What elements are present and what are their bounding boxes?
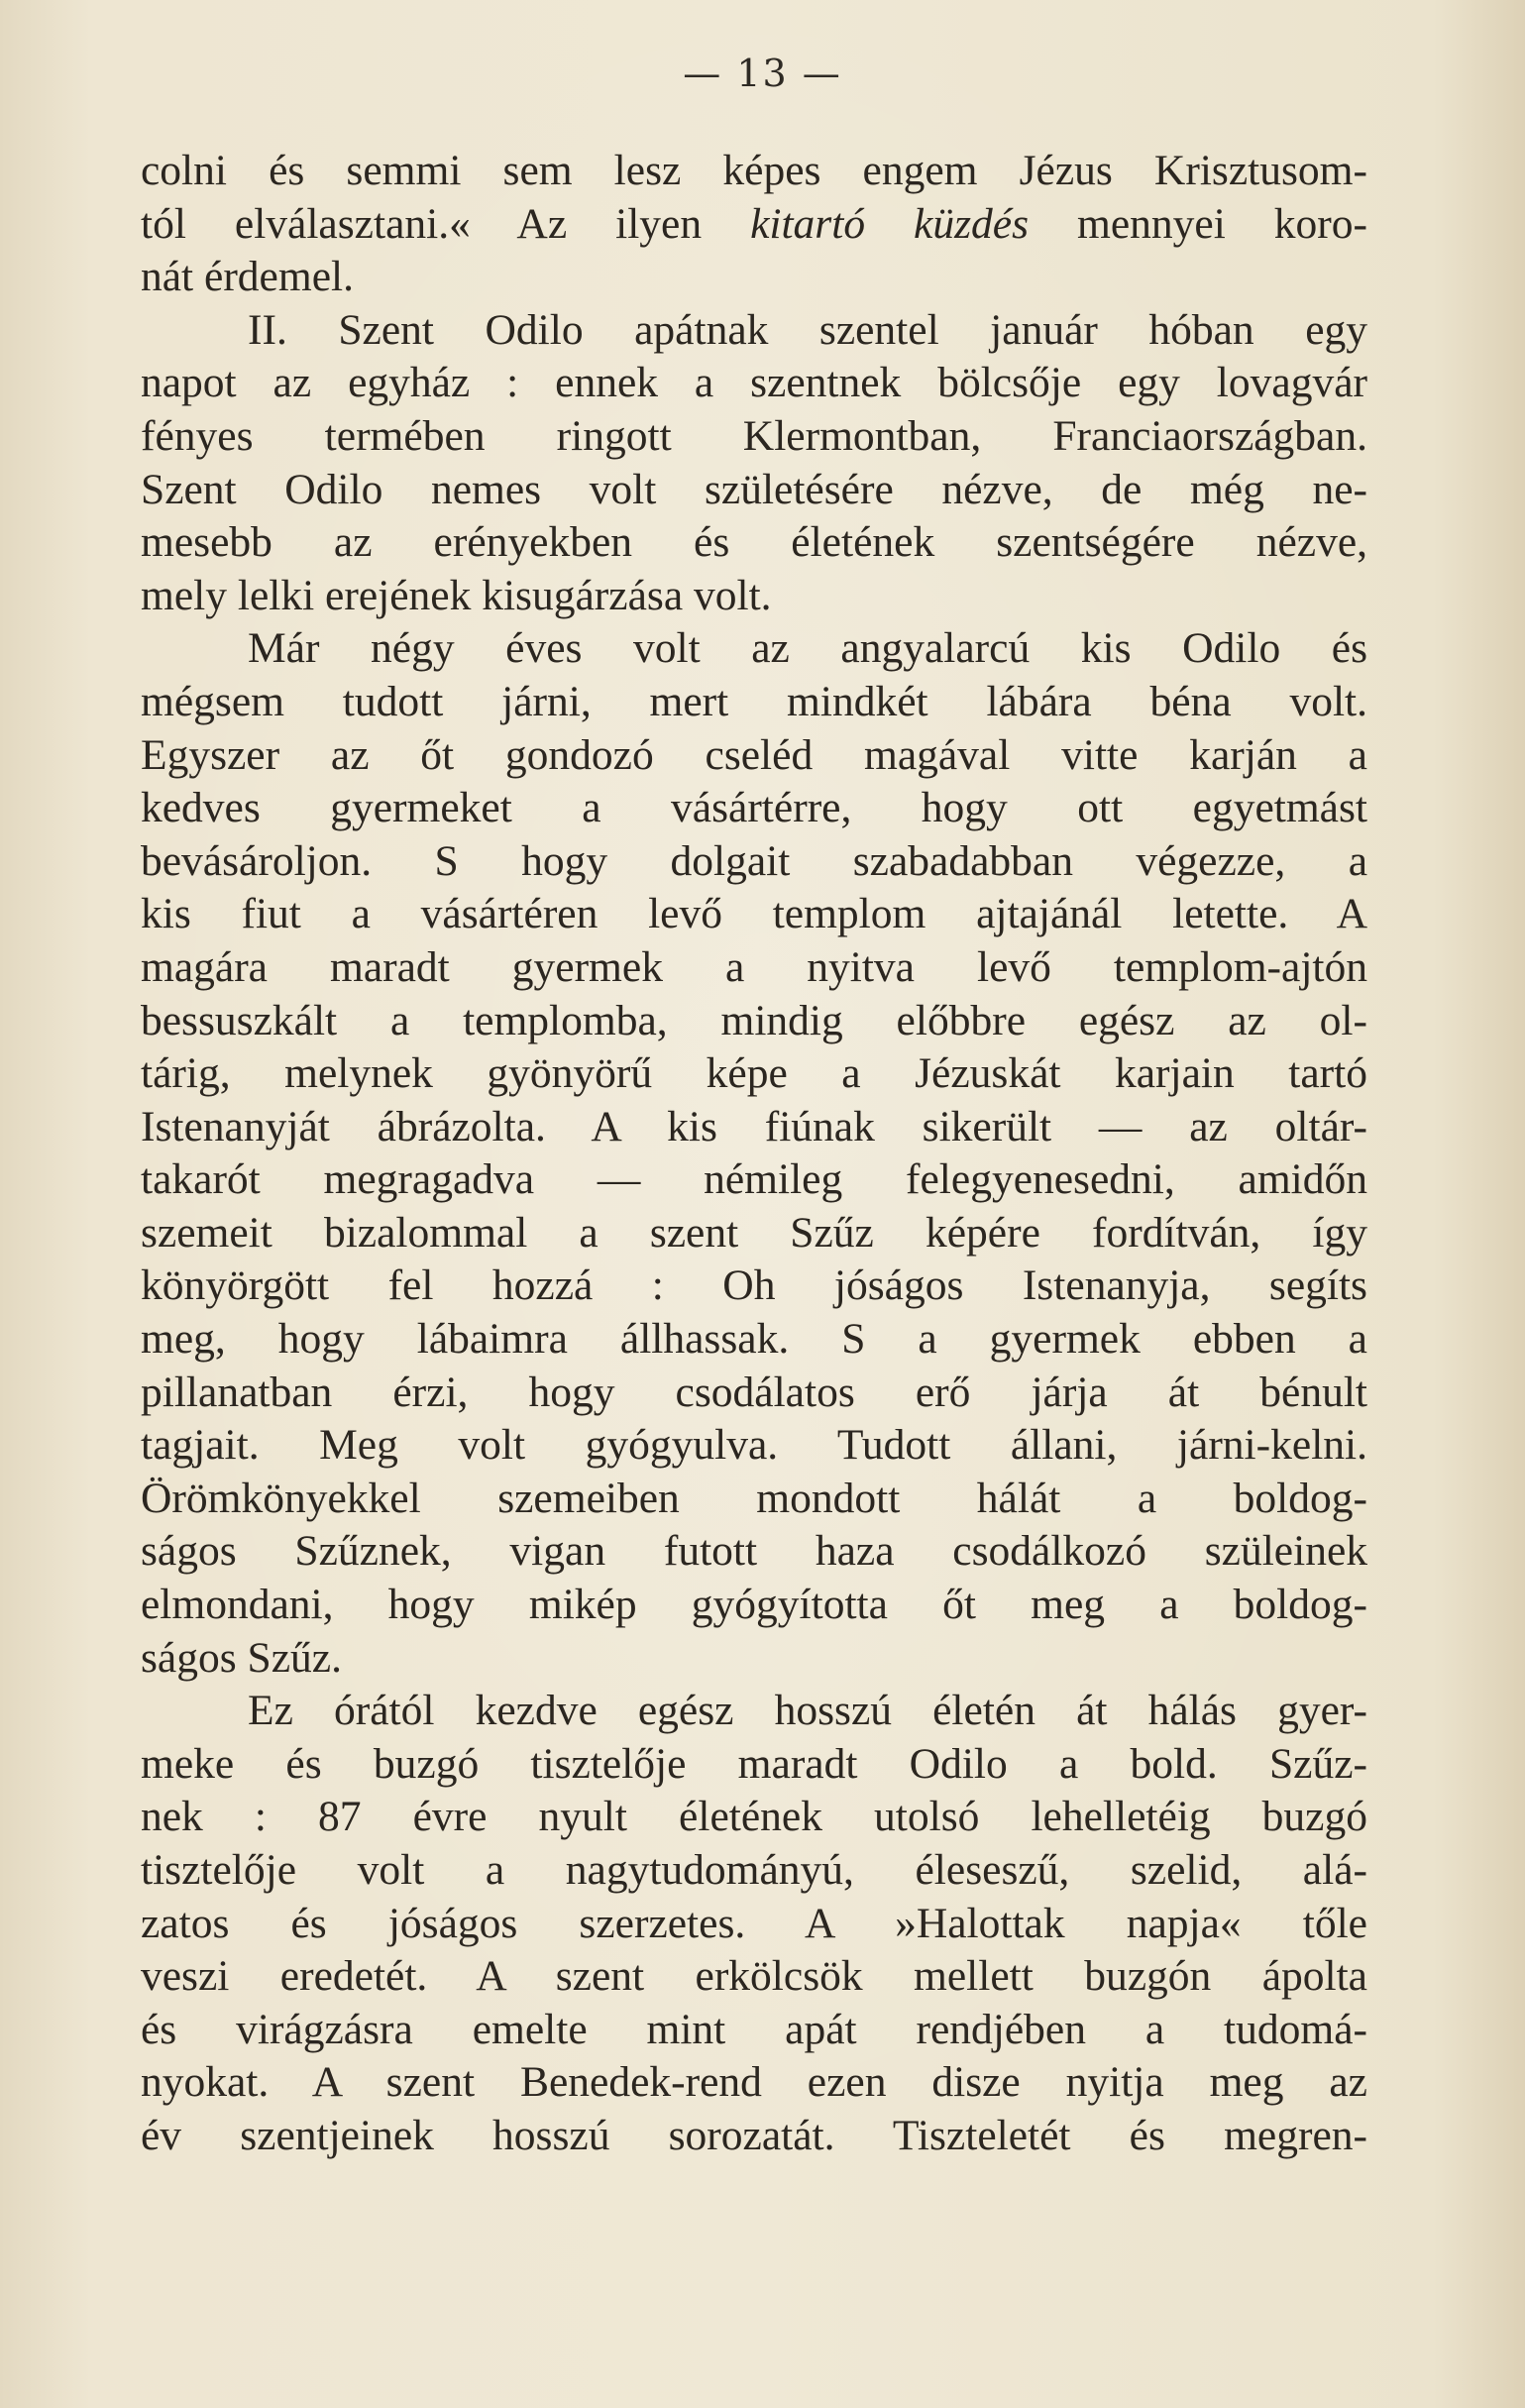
text-line: Istenanyját ábrázolta. A kis fiúnak sikerült — az oltár- [141,1102,1367,1150]
text-line: tagjait. Meg volt gyógyulva. Tudott állani, járni-kelni. [141,1421,1367,1470]
text-line: könyörgött fel hozzá : Oh jóságos Istenanyja, segíts [141,1261,1367,1310]
emphasized-text: kitartó küzdés [750,199,1030,248]
text-line: zatos és jóságos szerzetes. A »Halottak napja« tőle [141,1899,1367,1947]
text-line: mely lelki erejének kisugárzása volt. [141,571,772,619]
text-line: Ez órától kezdve egész hosszú életén át hálás gyer- [248,1687,1367,1735]
text-line: bessuszkált a templomba, mindig előbbre egész az ol- [141,996,1367,1044]
text-line: meke és buzgó tisztelője maradt Odilo a bold. Szűz- [141,1739,1367,1788]
text-line: tisztelője volt a nagytudományú, éleseszű, szelid, alá- [141,1846,1367,1894]
text-line: nek : 87 évre nyult életének utolsó lehelletéig buzgó [141,1793,1367,1841]
text-line: kis fiut a vásártéren levő templom ajtajánál letette. A [141,890,1367,938]
text-line: tárig, melynek gyönyörű képe a Jézuskát karjain tartó [141,1049,1367,1098]
page-number: — 13 — [683,52,842,95]
text-line: nát érdemel. [141,253,354,301]
text-line: mégsem tudott járni, mert mindkét lábára béna volt. [141,677,1367,725]
text-line: Már négy éves volt az angyalarcú kis Odilo és [248,624,1367,673]
text-line: Egyszer az őt gondozó cseléd magával vitte karján a [141,730,1367,779]
text-line: Örömkönyekkel szemeiben mondott hálát a boldog- [141,1474,1367,1522]
text-line: magára maradt gyermek a nyitva levő templom-ajtón [141,942,1367,991]
text-line: elmondani, hogy mikép gyógyította őt meg a boldog- [141,1581,1367,1629]
text-line: szemeit bizalommal a szent Szűz képére fordítván, így [141,1208,1367,1257]
body-text [141,145,1367,2163]
text-line: ságos Szűz. [141,1633,342,1682]
text-line: takarót megragadva — némileg felegyenesedni, amidőn [141,1155,1367,1204]
text-line [141,198,1367,252]
text-line: bevásároljon. S hogy dolgait szabadabban végezze, a [141,836,1367,885]
text-line: kedves gyermeket a vásártérre, hogy ott egyetmást [141,784,1367,832]
text-line: év szentjeinek hosszú sorozatát. Tiszteletét és megren- [141,2111,1367,2159]
text-line: meg, hogy lábaimra állhassak. S a gyermek ebben a [141,1315,1367,1364]
text-line: ságos Szűznek, vigan futott haza csodálkozó szüleinek [141,1527,1367,1576]
text-line: II. Szent Odilo apátnak szentel január hóban egy [248,305,1367,354]
text-line: és virágzásra emelte mint apát rendjében a tudomá- [141,2005,1367,2053]
text-line: Szent Odilo nemes volt születésére nézve, de még ne- [141,465,1367,513]
text-line: colni és semmi sem lesz képes engem Jézus Krisztusom- [141,147,1367,194]
text-line: mesebb az erényekben és életének szentségére nézve, [141,518,1367,567]
text-line: pillanatban érzi, hogy csodálatos erő járja át bénult [141,1368,1367,1416]
text-line: nyokat. A szent Benedek-rend ezen disze nyitja meg az [141,2058,1367,2107]
text-line: veszi eredetét. A szent erkölcsök mellett buzgón ápolta [141,1952,1367,2001]
text-line: fényes termében ringott Klermontban, Franciaországban. [141,411,1367,460]
text-segment: tól elválasztani.« Az ilyen [141,199,751,248]
text-line: napot az egyház : ennek a szentnek bölcsője egy lovagvár [141,359,1367,407]
text-segment: mennyei koro- [1029,199,1367,248]
